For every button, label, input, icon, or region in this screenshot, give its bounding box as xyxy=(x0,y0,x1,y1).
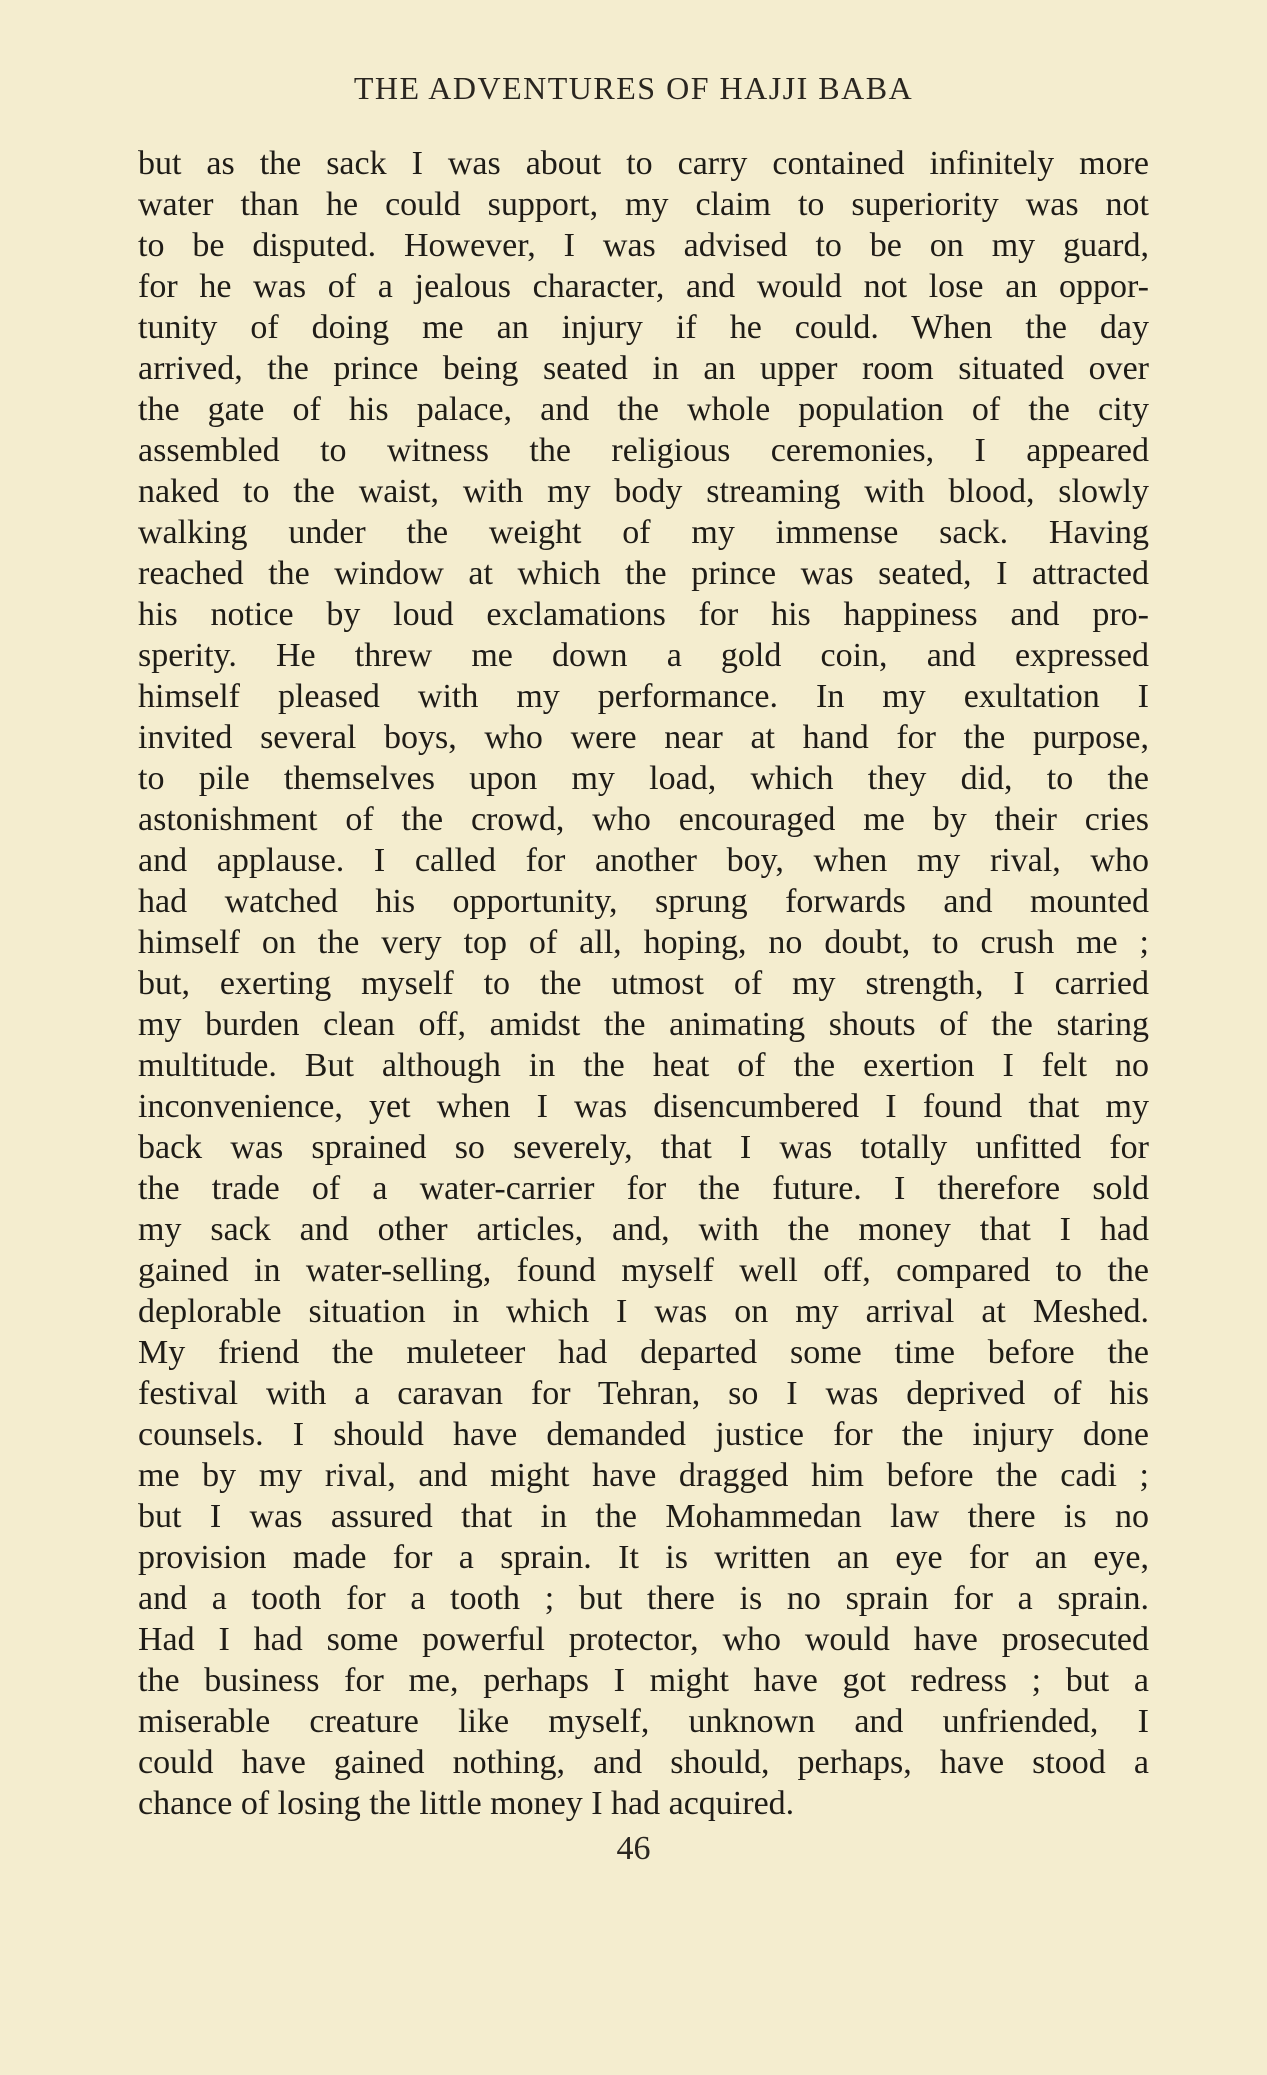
text-line: arrived, the prince being seated in an upper room situated over xyxy=(138,350,1149,387)
text-line: sperity. He threw me down a gold coin, and expressed xyxy=(138,637,1149,674)
text-line: provision made for a sprain. It is written an eye for an eye, xyxy=(138,1539,1149,1576)
text-line: My friend the muleteer had departed some time before the xyxy=(138,1334,1149,1371)
text-line: water than he could support, my claim to superiority was not xyxy=(138,186,1149,223)
text-line: to be disputed. However, I was advised to be on my guard, xyxy=(138,227,1149,264)
text-line: astonishment of the crowd, who encouraged me by their cries xyxy=(138,801,1149,838)
text-line: the trade of a water-carrier for the future. I therefore sold xyxy=(138,1170,1149,1207)
text-line: himself on the very top of all, hoping, no doubt, to crush me ; xyxy=(138,924,1149,961)
text-line: and a tooth for a tooth ; but there is no sprain for a sprain. xyxy=(138,1580,1149,1617)
text-line: festival with a caravan for Tehran, so I was deprived of his xyxy=(138,1375,1149,1412)
text-line: tunity of doing me an injury if he could. When the day xyxy=(138,309,1149,346)
text-line: walking under the weight of my immense sack. Having xyxy=(138,514,1149,551)
text-line: himself pleased with my performance. In my exultation I xyxy=(138,678,1149,715)
text-line: but, exerting myself to the utmost of my strength, I carried xyxy=(138,965,1149,1002)
running-head: THE ADVENTURES OF HAJJI BABA xyxy=(353,70,914,106)
text-line: Had I had some powerful protector, who would have prosecuted xyxy=(138,1621,1149,1658)
text-line: gained in water-selling, found myself well off, compared to the xyxy=(138,1252,1149,1289)
text-line: counsels. I should have demanded justice for the injury done xyxy=(138,1416,1149,1453)
text-line: the gate of his palace, and the whole population of the city xyxy=(138,391,1149,428)
text-line: to pile themselves upon my load, which they did, to the xyxy=(138,760,1149,797)
text-line: could have gained nothing, and should, perhaps, have stood a xyxy=(138,1744,1149,1781)
text-line: his notice by loud exclamations for his happiness and pro- xyxy=(138,596,1149,633)
text-line: the business for me, perhaps I might have got redress ; but a xyxy=(138,1662,1149,1699)
text-line: multitude. But although in the heat of the exertion I felt no xyxy=(138,1047,1149,1084)
text-line: reached the window at which the prince was seated, I attracted xyxy=(138,555,1149,592)
page-number: 46 xyxy=(616,1830,651,1867)
text-line: invited several boys, who were near at hand for the purpose, xyxy=(138,719,1149,756)
body-text xyxy=(138,143,1149,1824)
text-line: but as the sack I was about to carry contained infinitely more xyxy=(138,145,1149,182)
text-line: my sack and other articles, and, with the money that I had xyxy=(138,1211,1149,1248)
text-line: naked to the waist, with my body streaming with blood, slowly xyxy=(138,473,1149,510)
text-line: my burden clean off, amidst the animating shouts of the staring xyxy=(138,1006,1149,1043)
text-line: for he was of a jealous character, and would not lose an oppor- xyxy=(138,268,1149,305)
text-line: assembled to witness the religious ceremonies, I appeared xyxy=(138,432,1149,469)
text-line: inconvenience, yet when I was disencumbered I found that my xyxy=(138,1088,1149,1125)
text-line: deplorable situation in which I was on my arrival at Meshed. xyxy=(138,1293,1149,1330)
text-line: had watched his opportunity, sprung forwards and mounted xyxy=(138,883,1149,920)
text-line: miserable creature like myself, unknown and unfriended, I xyxy=(138,1703,1149,1740)
text-line: me by my rival, and might have dragged him before the cadi ; xyxy=(138,1457,1149,1494)
text-line: back was sprained so severely, that I was totally unfitted for xyxy=(138,1129,1149,1166)
text-line: but I was assured that in the Mohammedan law there is no xyxy=(138,1498,1149,1535)
text-line: chance of losing the little money I had acquired. xyxy=(138,1785,795,1822)
text-line: and applause. I called for another boy, when my rival, who xyxy=(138,842,1149,879)
